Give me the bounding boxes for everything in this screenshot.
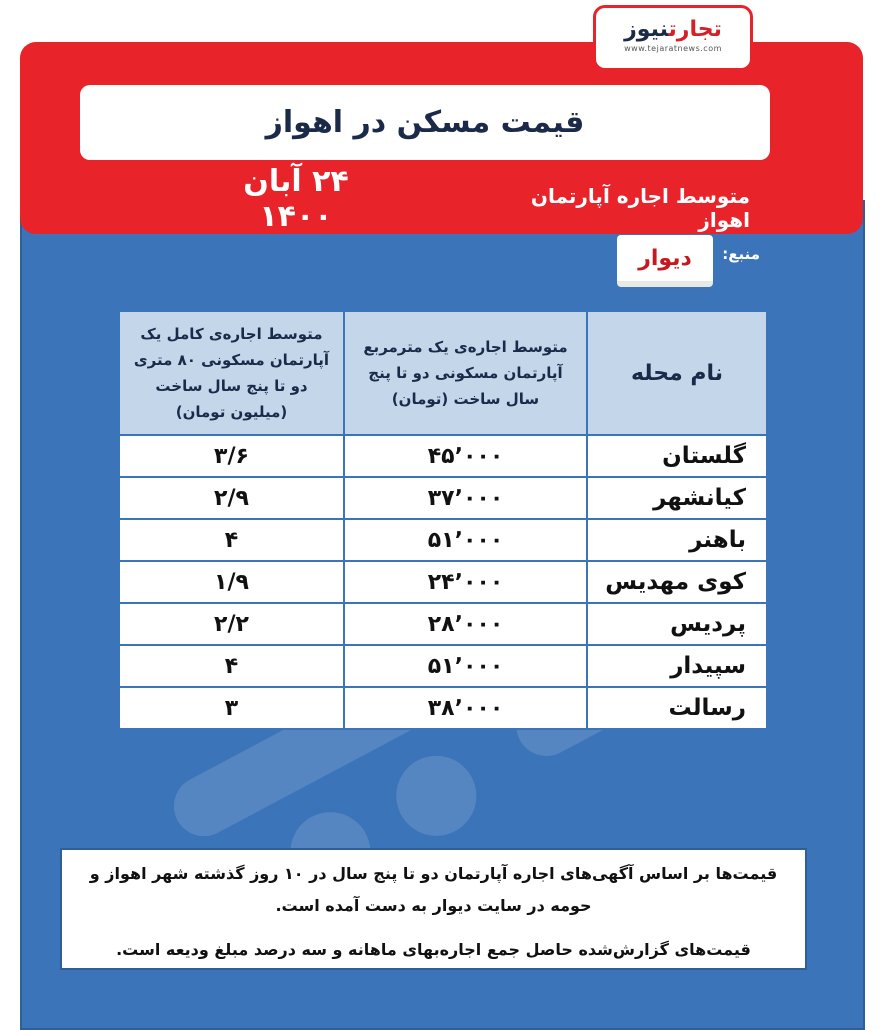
table-row <box>119 561 767 603</box>
cell-neighborhood: پردیس <box>587 603 767 645</box>
logo-word-news: نیوز <box>624 17 669 42</box>
rent-table <box>118 310 768 730</box>
cell-full: ۳ <box>119 687 344 729</box>
cell-per-sqm: ۲۴٬۰۰۰ <box>344 561 587 603</box>
divar-source-logo: دیوار <box>617 235 713 287</box>
logo-url: www.tejaratnews.com <box>624 44 722 53</box>
cell-per-sqm: ۲۸٬۰۰۰ <box>344 603 587 645</box>
cell-per-sqm: ۳۸٬۰۰۰ <box>344 687 587 729</box>
cell-neighborhood: کیانشهر <box>587 477 767 519</box>
cell-per-sqm: ۳۷٬۰۰۰ <box>344 477 587 519</box>
header-per-sqm: متوسط اجاره‌ی یک مترمربع آپارتمان مسکونی دو تا پنج سال ساخت (تومان) <box>344 311 587 435</box>
cell-per-sqm: ۵۱٬۰۰۰ <box>344 519 587 561</box>
notes-box <box>60 848 807 970</box>
cell-neighborhood: کوی مهدیس <box>587 561 767 603</box>
cell-per-sqm: ۴۵٬۰۰۰ <box>344 435 587 477</box>
logo-word-tejarat: تجارت <box>668 17 722 42</box>
cell-neighborhood: سپیدار <box>587 645 767 687</box>
table-row <box>119 519 767 561</box>
cell-full: ۲/۲ <box>119 603 344 645</box>
report-subtitle: متوسط اجاره آپارتمان اهواز <box>530 184 750 232</box>
cell-full: ۴ <box>119 519 344 561</box>
header-full-80m: متوسط اجاره‌ی کامل یک آپارتمان مسکونی ۸۰ متری دو تا پنج سال ساخت (میلیون تومان) <box>119 311 344 435</box>
cell-neighborhood: رسالت <box>587 687 767 729</box>
table-header-row <box>119 311 767 435</box>
tejarat-news-logo <box>593 5 753 71</box>
table-row <box>119 645 767 687</box>
source-label: منبع: <box>722 245 760 263</box>
header-neighborhood: نام محله <box>587 311 767 435</box>
report-date: ۲۴ آبان ۱۴۰۰ <box>243 164 349 234</box>
table-row <box>119 687 767 729</box>
page-title: قیمت مسکن در اهواز <box>265 105 585 140</box>
cell-per-sqm: ۵۱٬۰۰۰ <box>344 645 587 687</box>
title-box <box>80 85 770 160</box>
logo-wordmark <box>596 17 750 43</box>
cell-full: ۳/۶ <box>119 435 344 477</box>
note-methodology: قیمت‌ها بر اساس آگهی‌های اجاره آپارتمان دو تا پنج سال در ۱۰ روز گذشته شهر اهواز و حومه در سایت دیوار به دست آمده است. <box>89 864 778 915</box>
table-row <box>119 435 767 477</box>
cell-neighborhood: گلستان <box>587 435 767 477</box>
note-price-formula: قیمت‌های گزارش‌شده حاصل جمع اجاره‌بهای ماهانه و سه درصد مبلغ ودیعه است. <box>116 940 751 959</box>
table-row <box>119 603 767 645</box>
table-row <box>119 477 767 519</box>
cell-full: ۱/۹ <box>119 561 344 603</box>
cell-full: ۲/۹ <box>119 477 344 519</box>
cell-full: ۴ <box>119 645 344 687</box>
cell-neighborhood: باهنر <box>587 519 767 561</box>
